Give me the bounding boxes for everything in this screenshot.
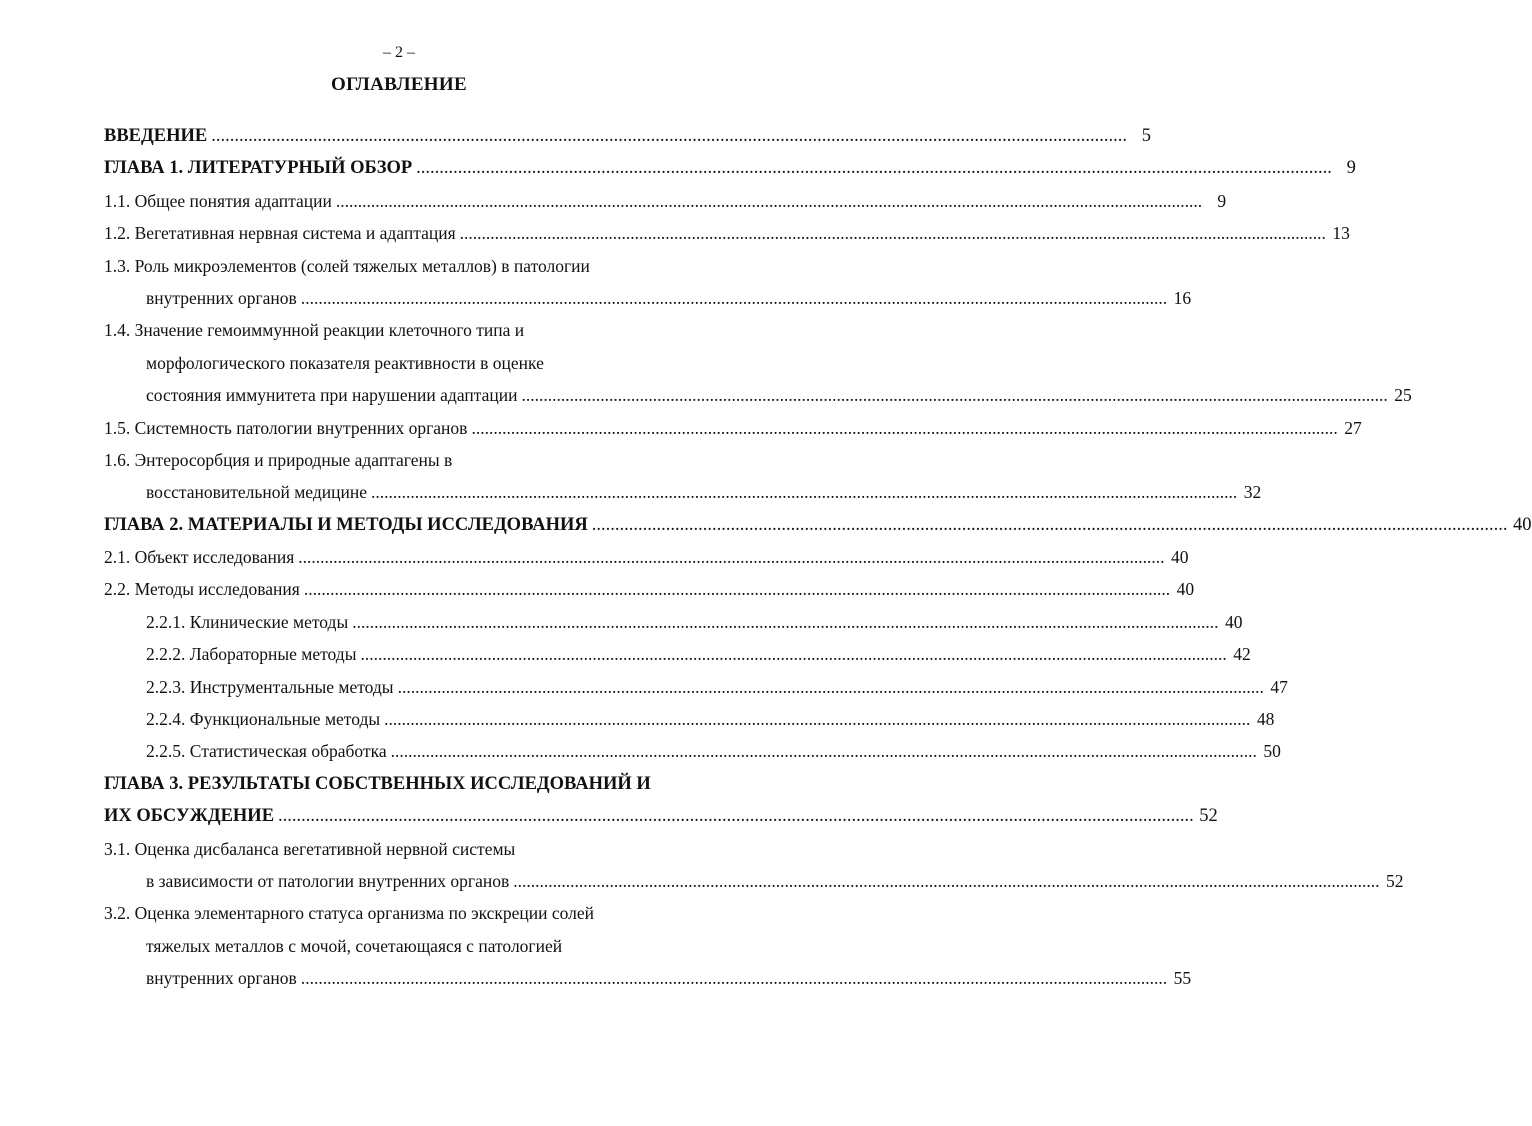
leader-dots [513, 865, 1379, 897]
toc-entry-text: 1.6. Энтеросорбция и природные адаптагены в [104, 449, 453, 470]
toc-entry-page: 55 [1173, 968, 1192, 989]
toc-entry-text: 3.2. Оценка элементарного статуса организма по экскреции солей [104, 903, 595, 924]
toc-entry-1-3[interactable] [104, 250, 730, 282]
toc-entry-page: 50 [1263, 741, 1281, 762]
toc-entry-page: 40 [1176, 579, 1195, 600]
toc-entry-page: 25 [1394, 385, 1412, 406]
toc-entry-page: 48 [1256, 709, 1275, 730]
toc-entry-2-2-5[interactable] [104, 735, 1281, 767]
toc-entry-text: 2.2. Методы исследования [104, 579, 300, 600]
leader-dots [371, 476, 1237, 508]
toc-entry-1-1[interactable] [104, 185, 1227, 217]
toc-entry-1-3-cont[interactable] [104, 282, 1192, 314]
toc-entry-1-4-cont[interactable] [104, 347, 730, 379]
toc-entry-chapter-1[interactable] [104, 152, 1356, 184]
toc-entry-text: 2.1. Объект исследования [104, 547, 295, 568]
toc-entry-text: 2.2.2. Лабораторные методы [146, 644, 357, 665]
leader-dots [391, 735, 1257, 767]
toc-entry-1-4[interactable] [104, 314, 730, 346]
toc-entry-text: ИХ ОБСУЖДЕНИЕ [104, 806, 275, 827]
toc-entry-text: 1.3. Роль микроэлементов (солей тяжелых металлов) в патологии [104, 255, 590, 276]
toc-entry-2-2-1[interactable] [104, 606, 1243, 638]
leader-dots [416, 152, 1332, 184]
leader-dots [211, 120, 1127, 152]
toc-entry-text: состояния иммунитета при нарушении адаптации [146, 385, 518, 406]
toc-title: ОГЛАВЛЕНИЕ [331, 74, 467, 95]
toc-entry-page: 9 [1346, 158, 1356, 179]
toc-entry-page: 52 [1385, 870, 1404, 891]
toc-entry-page: 16 [1173, 287, 1192, 308]
toc-entry-chapter-3-cont[interactable] [104, 800, 1218, 832]
toc-entry-page: 27 [1344, 417, 1362, 438]
toc-entry-page: 40 [1224, 611, 1243, 632]
leader-dots [304, 573, 1170, 605]
leader-dots [298, 541, 1164, 573]
leader-dots [360, 638, 1226, 670]
toc-entry-2-1[interactable] [104, 541, 1189, 573]
toc-entry-page: 40 [1171, 547, 1189, 568]
toc-entry-text: 2.2.1. Клинические методы [146, 611, 349, 632]
toc-entry-page: 32 [1243, 482, 1262, 503]
toc-entry-2-2-3[interactable] [104, 671, 1288, 703]
toc-entry-3-2[interactable] [104, 897, 730, 929]
toc-entry-chapter-2[interactable] [104, 509, 1532, 541]
leader-dots [301, 282, 1167, 314]
toc-entry-text: тяжелых металлов с мочой, сочетающаяся с патологией [146, 935, 563, 956]
table-of-contents [104, 120, 1532, 995]
toc-entry-1-5[interactable] [104, 412, 1362, 444]
toc-entry-chapter-3[interactable] [104, 768, 730, 800]
leader-dots [278, 800, 1194, 832]
toc-entry-text: внутренних органов [146, 968, 297, 989]
toc-entry-1-2[interactable] [104, 217, 1350, 249]
toc-entry-3-2-cont[interactable] [104, 930, 730, 962]
leader-dots [592, 509, 1508, 541]
toc-entry-text: внутренних органов [146, 287, 297, 308]
toc-entry-text: 1.4. Значение гемоиммунной реакции клеточного типа и [104, 320, 525, 341]
leader-dots [460, 217, 1326, 249]
toc-entry-introduction[interactable] [104, 120, 1151, 152]
toc-entry-text: 1.1. Общее понятия адаптации [104, 190, 332, 211]
toc-entry-3-1[interactable] [104, 833, 730, 865]
toc-entry-1-4-cont[interactable] [104, 379, 1412, 411]
leader-dots [521, 379, 1387, 411]
page-number: – 2 – [383, 44, 415, 61]
toc-entry-page: 40 [1513, 514, 1532, 535]
toc-entry-page: 42 [1233, 644, 1251, 665]
toc-entry-text: ГЛАВА 3. РЕЗУЛЬТАТЫ СОБСТВЕННЫХ ИССЛЕДОВАНИЙ И [104, 773, 651, 794]
toc-entry-text: ВВЕДЕНИЕ [104, 126, 208, 146]
toc-entry-text: восстановительной медицине [146, 482, 367, 503]
toc-entry-text: 3.1. Оценка дисбаланса вегетативной нервной системы [104, 838, 516, 859]
leader-dots [471, 412, 1337, 444]
toc-entry-page: 9 [1217, 190, 1227, 211]
toc-entry-page: 5 [1141, 126, 1151, 146]
toc-entry-page: 47 [1270, 676, 1288, 697]
leader-dots [398, 671, 1264, 703]
toc-entry-3-1-cont[interactable] [104, 865, 1404, 897]
toc-entry-1-6[interactable] [104, 444, 730, 476]
toc-entry-text: 1.5. Системность патологии внутренних органов [104, 417, 468, 438]
toc-entry-text: в зависимости от патологии внутренних органов [146, 870, 510, 891]
toc-entry-page: 52 [1199, 806, 1218, 827]
toc-entry-text: ГЛАВА 2. МАТЕРИАЛЫ И МЕТОДЫ ИССЛЕДОВАНИЯ [104, 514, 588, 535]
toc-entry-2-2-4[interactable] [104, 703, 1275, 735]
leader-dots [352, 606, 1218, 638]
toc-entry-2-2[interactable] [104, 573, 1195, 605]
leader-dots [301, 962, 1167, 994]
toc-entry-text: морфологического показателя реактивности в оценке [146, 352, 544, 373]
leader-dots [384, 703, 1250, 735]
toc-entry-text: 2.2.3. Инструментальные методы [146, 676, 394, 697]
toc-entry-text: 2.2.5. Статистическая обработка [146, 741, 387, 762]
toc-entry-text: 1.2. Вегетативная нервная система и адаптация [104, 223, 456, 244]
toc-entry-page: 13 [1332, 223, 1350, 244]
toc-entry-2-2-2[interactable] [104, 638, 1251, 670]
toc-entry-3-2-cont[interactable] [104, 962, 1192, 994]
leader-dots [336, 185, 1202, 217]
toc-entry-1-6-cont[interactable] [104, 476, 1262, 508]
toc-entry-text: 2.2.4. Функциональные методы [146, 709, 381, 730]
toc-entry-text: ГЛАВА 1. ЛИТЕРАТУРНЫЙ ОБЗОР [104, 158, 413, 179]
